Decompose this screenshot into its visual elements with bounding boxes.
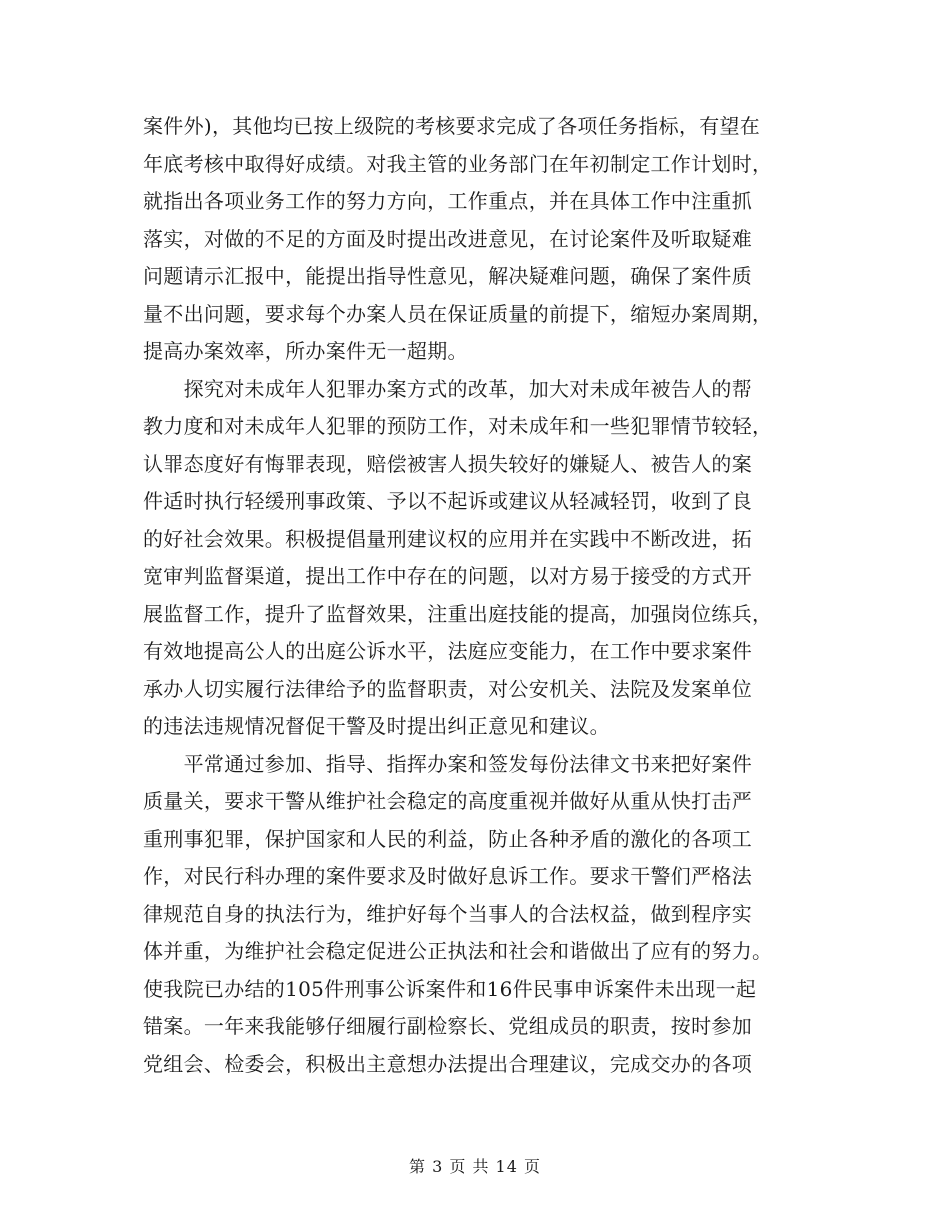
text-line: 就指出各项业务工作的努力方向，工作重点，并在具体工作中注重抓 — [143, 189, 752, 213]
text-line: 作，对民行科办理的案件要求及时做好息诉工作。要求干警们严格法 — [143, 864, 752, 888]
body-text — [143, 108, 813, 1083]
text-line: 重刑事犯罪，保护国家和人民的利益，防止各种矛盾的激化的各项工 — [143, 826, 752, 851]
text-line: 认罪态度好有悔罪表现，赔偿被害人损失较好的嫌疑人、被告人的案 — [143, 451, 752, 476]
text-line: 量不出问题，要求每个办案人员在保证质量的前提下，缩短办案周期， — [143, 301, 773, 326]
text-line: 质量关，要求干警从维护社会稳定的高度重视并做好从重从快打击严 — [143, 789, 752, 813]
text-line: 平常通过参加、指导、指挥办案和签发每份法律文书来把好案件 — [143, 751, 752, 776]
text-line: 承办人切实履行法律给予的监督职责，对公安机关、法院及发案单位 — [143, 676, 752, 701]
text-line: 探究对未成年人犯罪办案方式的改革，加大对未成年被告人的帮 — [143, 376, 752, 401]
page-number-footer: 第 3 页 共 14 页 — [409, 1157, 541, 1176]
text-line: 展监督工作，提升了监督效果，注重出庭技能的提高，加强岗位练兵， — [143, 601, 773, 626]
text-line: 教力度和对未成年人犯罪的预防工作，对未成年和一些犯罪情节较轻， — [143, 414, 773, 438]
text-line: 有效地提高公人的出庭公诉水平，法庭应变能力，在工作中要求案件 — [143, 639, 752, 663]
text-line: 宽审判监督渠道，提出工作中存在的问题，以对方易于接受的方式开 — [143, 564, 752, 588]
text-line: 件适时执行轻缓刑事政策、予以不起诉或建议从轻减轻罚，收到了良 — [143, 489, 752, 513]
text-line: 年底考核中取得好成绩。对我主管的业务部门在年初制定工作计划时， — [143, 151, 773, 176]
text-line: 体并重，为维护社会稳定促进公正执法和社会和谐做出了应有的努力。 — [143, 939, 773, 963]
text-line: 案件外)，其他均已按上级院的考核要求完成了各项任务指标，有望在 — [143, 114, 761, 138]
text-line: 的违法违规情况督促干警及时提出纠正意见和建议。 — [143, 714, 610, 738]
text-line: 提高办案效率，所办案件无一超期。 — [143, 339, 468, 363]
text-line: 使我院已办结的105件刑事公诉案件和16件民事申诉案件未出现一起 — [143, 976, 757, 1001]
text-line: 律规范自身的执法行为，维护好每个当事人的合法权益，做到程序实 — [143, 901, 752, 926]
text-line: 落实，对做的不足的方面及时提出改进意见，在讨论案件及听取疑难 — [143, 226, 752, 251]
text-line: 问题请示汇报中，能提出指导性意见，解决疑难问题，确保了案件质 — [143, 264, 752, 288]
text-line: 的好社会效果。积极提倡量刑建议权的应用并在实践中不断改进，拓 — [143, 526, 752, 551]
text-line: 党组会、检委会，积极出主意想办法提出合理建议，完成交办的各项 — [143, 1051, 752, 1076]
text-line: 错案。一年来我能够仔细履行副检察长、党组成员的职责，按时参加 — [143, 1014, 752, 1038]
